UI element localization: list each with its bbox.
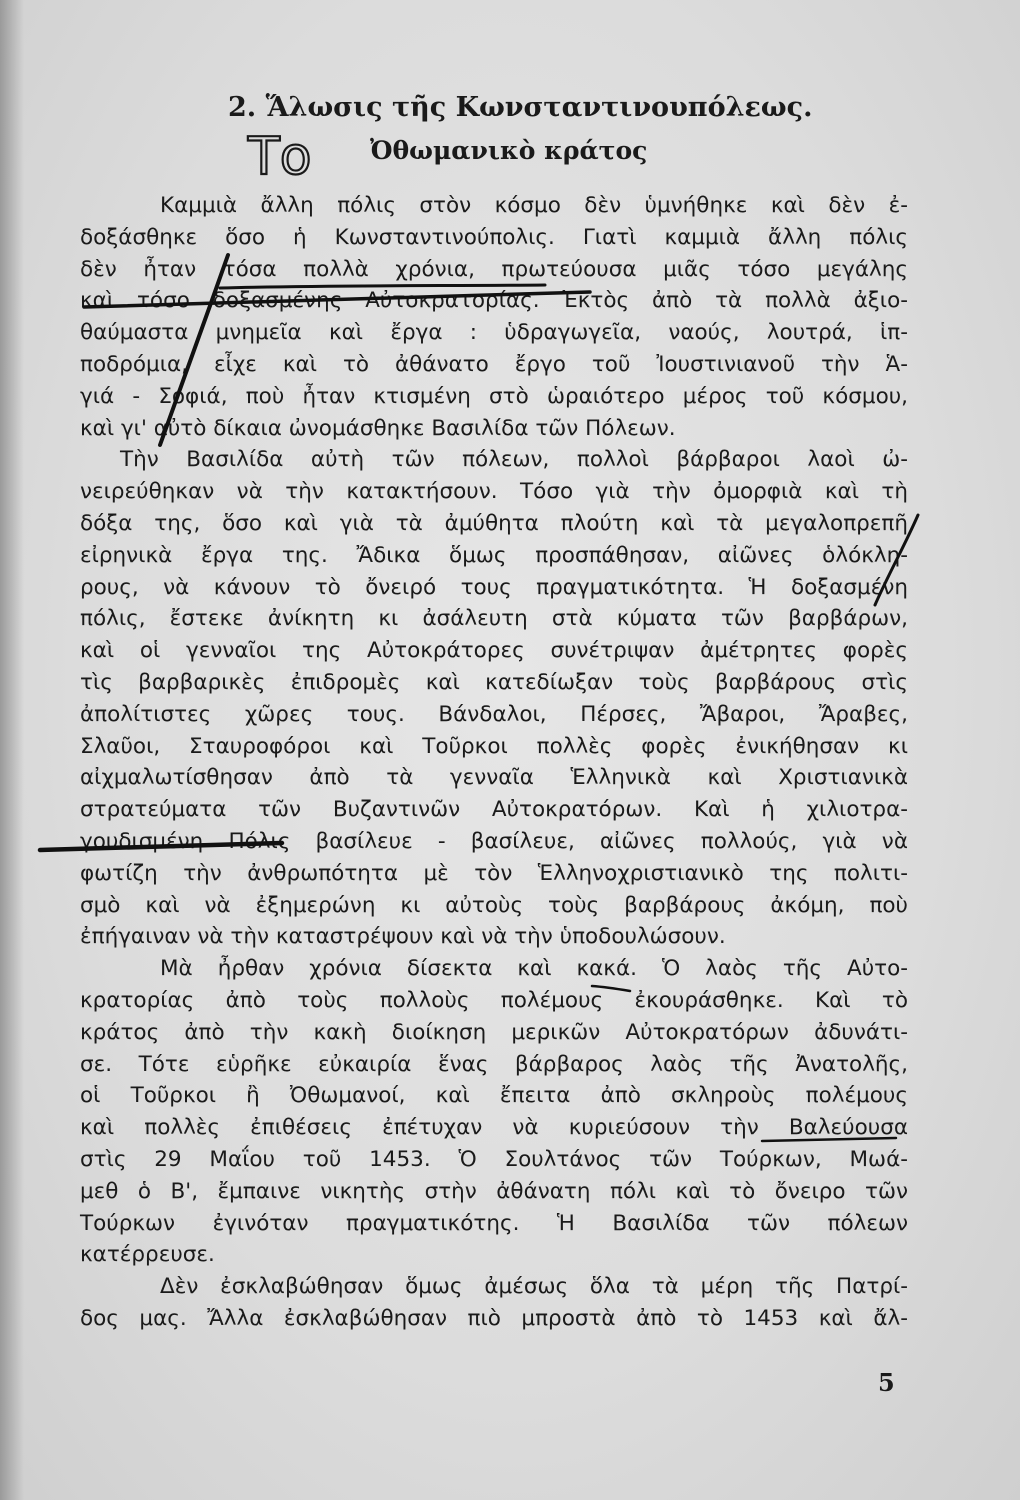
text-line: θαύμαστα μνημεῖα καὶ ἔργα : ὑδραγωγεῖα, ναούς, λουτρά, ἱπ- (80, 320, 908, 346)
text-line: νειρεύθηκαν νὰ τὴν κατακτήσουν. Τόσο γιὰ τὴν ὀμορφιὰ καὶ τὴ (80, 479, 908, 505)
text-line: δος μας. Ἄλλα ἐσκλαβώθησαν πιὸ μπροστὰ ἀπὸ τὸ 1453 καὶ ἄλ- (80, 1305, 908, 1331)
text-line: οἱ Τοῦρκοι ἢ Ὀθωμανοί, καὶ ἔπειτα ἀπὸ σκληροὺς πολέμους (80, 1083, 908, 1109)
text-line: φωτίζη τὴν ἀνθρωπότητα μὲ τὸν Ἑλληνοχριστιανικὸ της πολιτι- (80, 860, 908, 886)
section-subheading: Ὀθωμανικὸ κράτος (370, 136, 648, 165)
text-line: κατέρρευσε. (80, 1242, 215, 1268)
text-line: Δὲν ἐσκλαβώθησαν ὅμως ἀμέσως ὅλα τὰ μέρη τῆς Πατρί- (160, 1274, 908, 1300)
text-line: Μὰ ἦρθαν χρόνια δίσεκτα καὶ κακά. Ὁ λαὸς τῆς Αὐτο- (160, 956, 908, 982)
page-number: 5 (878, 1368, 895, 1397)
handwritten-note: Το (248, 127, 312, 187)
text-line: καὶ οἱ γενναῖοι της Αὐτοκράτορες συνέτριψαν ἀμέτρητες φορὲς (80, 638, 908, 664)
text-line: ρους, νὰ κάνουν τὸ ὄνειρό τους πραγματικότητα. Ἡ δοξασμένη (80, 574, 908, 600)
text-line: Σλαῦοι, Σταυροφόροι καὶ Τοῦρκοι πολλὲς φορὲς ἐνικήθησαν κι (80, 733, 908, 759)
text-line: δοξάσθηκε ὅσο ἡ Κωνσταντινούπολις. Γιατὶ καμμιὰ ἄλλη πόλις (80, 224, 908, 250)
text-line: ποδρόμια, εἶχε καὶ τὸ ἀθάνατο ἔργο τοῦ Ἰουστινιανοῦ τὴν Ἁ- (80, 351, 908, 377)
text-line: Καμμιὰ ἄλλη πόλις στὸν κόσμο δὲν ὑμνήθηκε καὶ δὲν ἐ- (160, 193, 908, 218)
text-line: κράτος ἀπὸ τὴν κακὴ διοίκηση μερικῶν Αὐτοκρατόρων ἀδυνάτι- (80, 1019, 908, 1045)
body-text (80, 190, 908, 1335)
text-line: μεθ ὁ Β', ἔμπαινε νικητὴς στὴν ἀθάνατη πόλι καὶ τὸ ὄνειρο τῶν (80, 1178, 908, 1204)
text-line: Τούρκων ἐγινόταν πραγματικότης. Ἡ Βασιλίδα τῶν πόλεων (80, 1210, 908, 1236)
text-line: ἐπήγαιναν νὰ τὴν καταστρέψουν καὶ νὰ τὴν ὑποδουλώσουν. (80, 924, 726, 950)
text-line: δὲν ἦταν τόσα πολλὰ χρόνια, πρωτεύουσα μιᾶς τόσο μεγάλης (80, 256, 908, 282)
text-line: γιά - Σοφιά, ποὺ ἦταν κτισμένη στὸ ὡραιότερο μέρος τοῦ κόσμου, (80, 383, 908, 409)
section-heading: 2. Ἅλωσις τῆς Κωνσταντινουπόλεως. (228, 92, 813, 123)
text-line: καὶ τόσο δοξασμένης Αὐτοκρατορίας. Ἐκτὸς ἀπὸ τὰ πολλὰ ἀξιο- (80, 288, 908, 314)
text-line: στὶς 29 Μαΐου τοῦ 1453. Ὁ Σουλτάνος τῶν Τούρκων, Μωά- (80, 1146, 908, 1172)
text-line: δόξα της, ὅσο καὶ γιὰ τὰ ἀμύθητα πλούτη καὶ τὰ μεγαλοπρεπῆ (80, 510, 908, 536)
text-line: καὶ πολλὲς ἐπιθέσεις ἐπέτυχαν νὰ κυριεύσουν τὴν Βαλεύουσα (80, 1115, 908, 1141)
text-line: πόλις, ἔστεκε ἀνίκητη κι ἀσάλευτη στὰ κύματα τῶν βαρβάρων, (80, 606, 908, 632)
binding-shadow (0, 0, 24, 1500)
text-line: σμὸ καὶ νὰ ἐξημερώνη κι αὐτοὺς τοὺς βαρβάρους ἀκόμη, ποὺ (80, 892, 908, 918)
text-line: αἰχμαλωτίσθησαν ἀπὸ τὰ γενναῖα Ἑλληνικὰ καὶ Χριστιανικὰ (80, 765, 908, 791)
text-line: τὶς βαρβαρικὲς ἐπιδρομὲς καὶ κατεδίωξαν τοὺς βαρβάρους στὶς (80, 669, 908, 695)
text-line: γουδισμένη Πόλις βασίλευε - βασίλευε, αἰῶνες πολλούς, γιὰ νὰ (80, 828, 908, 854)
text-line: στρατεύματα τῶν Βυζαντινῶν Αὐτοκρατόρων. Καὶ ἡ χιλιοτρα- (80, 797, 908, 823)
text-line: Τὴν Βασιλίδα αὐτὴ τῶν πόλεων, πολλοὶ βάρβαροι λαοὶ ὠ- (120, 447, 908, 473)
text-line: εἰρηνικὰ ἔργα της. Ἄδικα ὅμως προσπάθησαν, αἰῶνες ὁλόκλη- (80, 542, 908, 568)
text-line: σε. Τότε εὑρῆκε εὐκαιρία ἕνας βάρβαρος λαὸς τῆς Ἀνατολῆς, (80, 1051, 908, 1077)
text-line: κρατορίας ἀπὸ τοὺς πολλοὺς πολέμους ἐκουράσθηκε. Καὶ τὸ (80, 987, 908, 1013)
text-line: καὶ γι' αὐτὸ δίκαια ὠνομάσθηκε Βασιλίδα τῶν Πόλεων. (80, 415, 676, 441)
text-line: ἀπολίτιστες χῶρες τους. Βάνδαλοι, Πέρσες, Ἄβαροι, Ἄραβες, (80, 701, 908, 727)
